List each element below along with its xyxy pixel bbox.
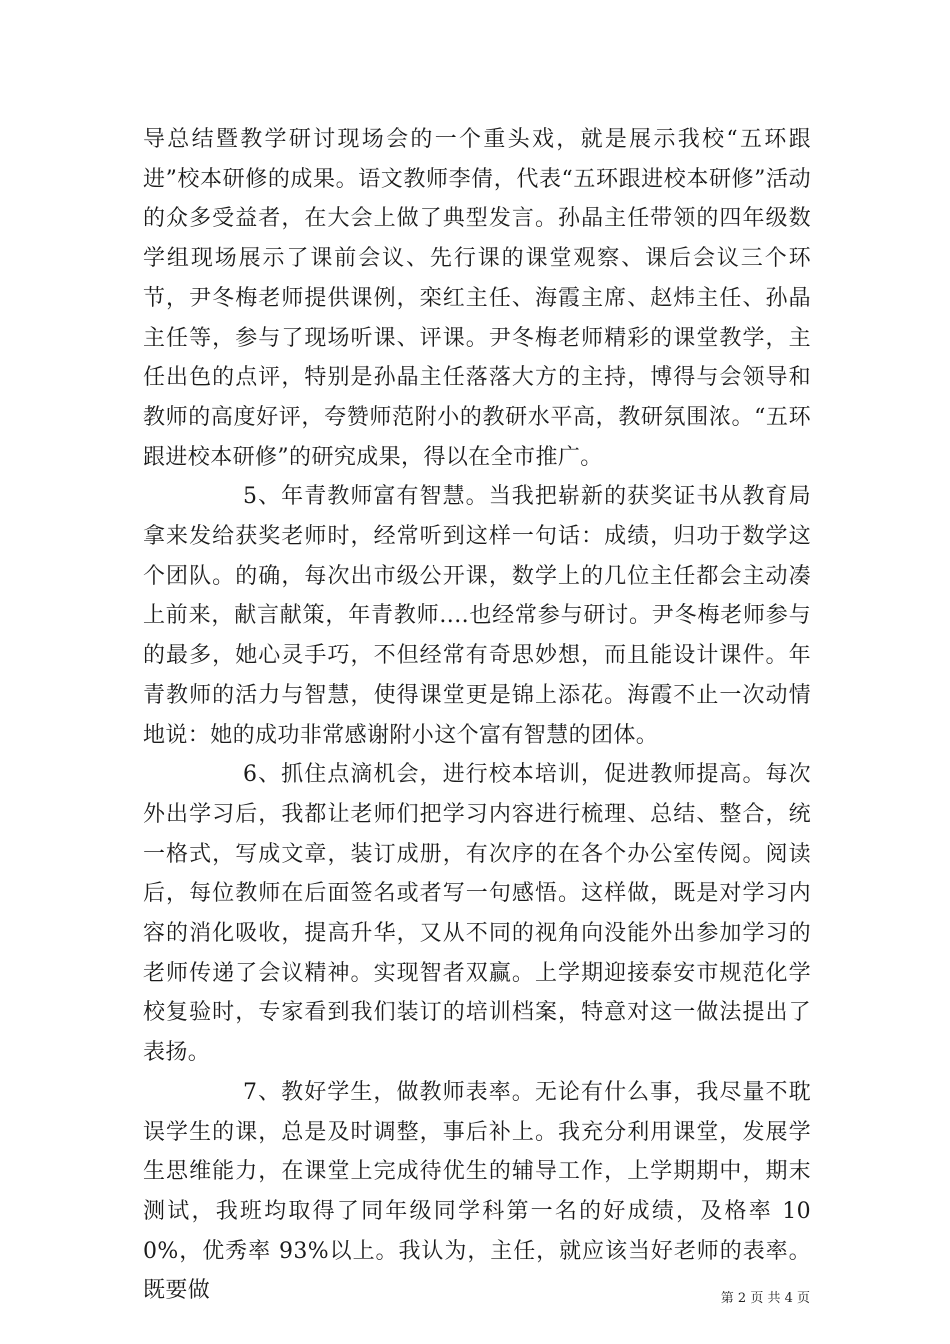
document-body xyxy=(143,120,811,1311)
page-number-footer: 第 2 页 共 4 页 xyxy=(720,1291,810,1306)
paragraph-item-7: 7、教好学生，做教师表率。无论有什么事，我尽量不耽误学生的课，总是及时调整，事后补上。我充分利用课堂，发展学生思维能力，在课堂上完成待优生的辅导工作，上学期期中，期末测试，我班均取得了同年级同学科第一名的好成绩，及格率 100%，优秀率 93%以上。我认为，主任，就应该当好老师的表率。既要做 xyxy=(143,1079,811,1304)
paragraph-item-5: 5、年青教师富有智慧。当我把崭新的获奖证书从教育局拿来发给获奖老师时，经常听到这样一句话：成绩，归功于数学这个团队。的确，每次出市级公开课，数学上的几位主任都会主动凑上前来，献言献策，年青教师....也经常参与研讨。尹冬梅老师参与的最多，她心灵手巧，不但经常有奇思妙想，而且能设计课件。年青教师的活力与智慧，使得课堂更是锦上添花。海霞不止一次动情地说：她的成功非常感谢附小这个富有智慧的团体。 xyxy=(143,484,811,748)
paragraph-item-6: 6、抓住点滴机会，进行校本培训，促进教师提高。每次外出学习后，我都让老师们把学习内容进行梳理、总结、整合，统一格式，写成文章，装订成册，有次序的在各个办公室传阅。阅读后，每位教师在后面签名或者写一句感悟。这样做，既是对学习内容的消化吸收，提高升华，又从不同的视角向没能外出参加学习的老师传递了会议精神。实现智者双赢。上学期迎接泰安市规范化学校复验时，专家看到我们装订的培训档案，特意对这一做法提出了表扬。 xyxy=(143,762,811,1066)
paragraph-summary: 导总结暨教学研讨现场会的一个重头戏，就是展示我校“五环跟进”校本研修的成果。语文教师李倩，代表“五环跟进校本研修”活动的众多受益者，在大会上做了典型发言。孙晶主任带领的四年级数学组现场展示了课前会议、先行课的课堂观察、课后会议三个环节，尹冬梅老师提供课例，栾红主任、海霞主席、赵炜主任、孙晶主任等，参与了现场听课、评课。尹冬梅老师精彩的课堂教学，主任出色的点评，特别是孙晶主任落落大方的主持，博得与会领导和教师的高度好评，夸赞师范附小的教研水平高，教研氛围浓。“五环跟进校本研修”的研究成果，得以在全市推广。 xyxy=(143,127,811,470)
